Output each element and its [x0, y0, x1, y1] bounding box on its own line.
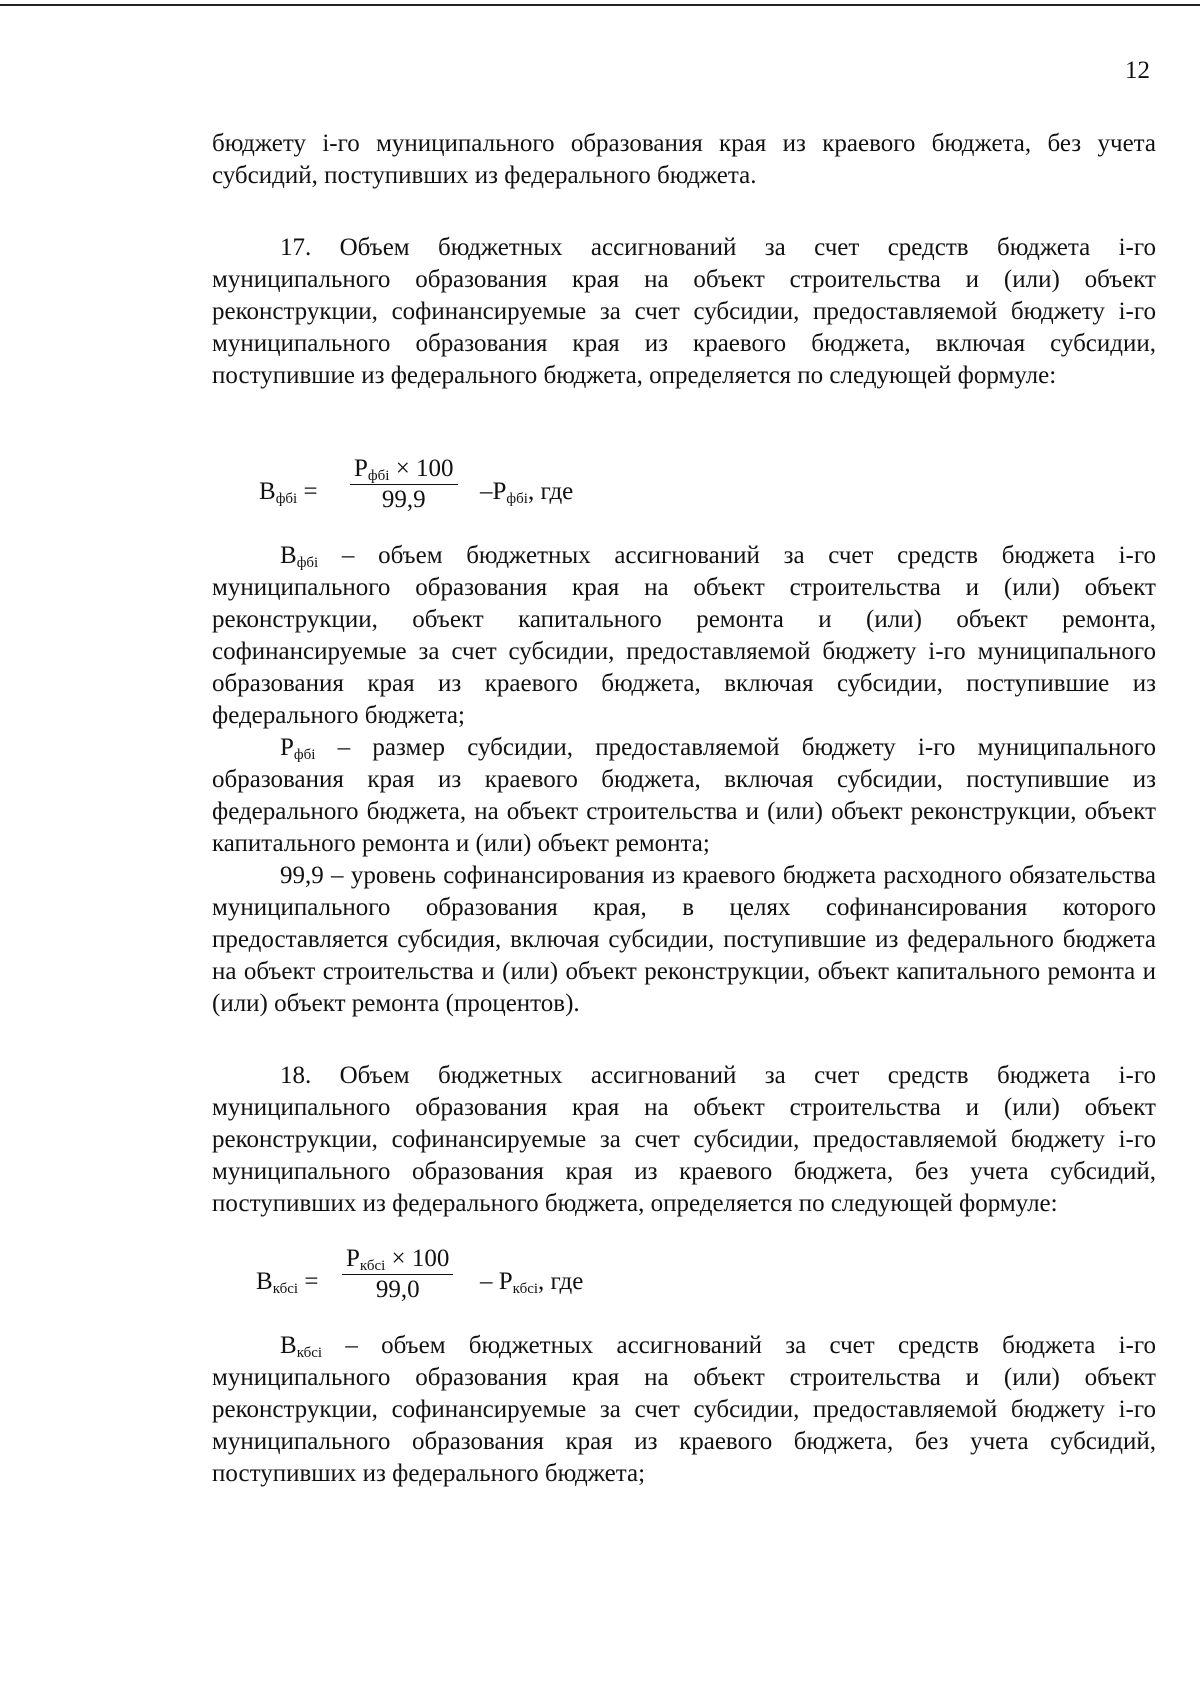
fraction-denominator: 99,9	[381, 486, 426, 514]
document-body	[212, 128, 1156, 1490]
formula-v-kbs	[212, 1244, 1156, 1314]
definition-p-fb: $Р_{фбi}$ – размер субсидии, предоставляемой бюджету i-го муниципального образования края из краевого бюджета, включая субсидии, поступившие из федерального бюджета, на объект строительства и (или) объект реконструкции, объект капитального ремонта и (или) объект ремонта;	[212, 734, 1156, 857]
paragraph-17: 17. Объем бюджетных ассигнований за счет средств бюджета i-го муниципального образования края на объект строительства и (или) объект реконструкции, софинансируемые за счет субсидии, предоставляемой бюджету i-го муниципального образования края из краевого бюджета, включая субсидии, поступившие из федерального бюджета, определяется по следующей формуле:	[212, 234, 1156, 389]
definition-99-9: 99,9 – уровень софинансирования из краевого бюджета расходного обязательства муниципального образования края, в целях софинансирования которого предоставляется субсидия, включая субсидии, поступившие из федерального бюджета на объект строительства и (или) объект реконструкции, объект капитального ремонта и (или) объект ремонта (процентов).	[212, 862, 1156, 1017]
fraction-denominator: 99,0	[375, 1276, 420, 1304]
fraction-numerator: $Р_{кбсi} \times 100$	[346, 1245, 450, 1274]
formula-v-fb	[212, 454, 1156, 524]
formula-lhs: $В_{фбi}$ =	[259, 478, 318, 507]
formula-fraction	[342, 1244, 453, 1305]
page-number: 12	[1125, 57, 1150, 84]
definition-v-kbs: $В_{кбсi}$ – объем бюджетных ассигнований за счет средств бюджета i-го муниципального образования края на объект строительства и (или) объект реконструкции, софинансируемые за счет субсидии, предоставляемой бюджету i-го муниципального образования края из краевого бюджета, без учета субсидий, поступивших из федерального бюджета;	[212, 1332, 1156, 1487]
paragraph-18: 18. Объем бюджетных ассигнований за счет средств бюджета i-го муниципального образования края на объект строительства и (или) объект реконструкции, софинансируемые за счет субсидии, предоставляемой бюджету i-го муниципального образования края из краевого бюджета, без учета субсидий, поступивших из федерального бюджета, определяется по следующей формуле:	[212, 1062, 1156, 1217]
top-border-line	[0, 4, 1200, 6]
definition-v-fb: $В_{фбi}$ – объем бюджетных ассигнований за счет средств бюджета i-го муниципального образования края на объект строительства и (или) объект реконструкции, объект капитального ремонта и (или) объект ремонта, софинансируемые за счет субсидии, предоставляемой бюджету i-го муниципального образования края из краевого бюджета, включая субсидии, поступившие из федерального бюджета;	[212, 542, 1156, 729]
formula-lhs: $В_{кбсi}$ =	[256, 1268, 319, 1297]
fraction-numerator: $Р_{фбi} \times 100$	[354, 455, 454, 484]
formula-rhs: $-Р_{фбi}$, где	[480, 478, 574, 507]
paragraph-continuation: бюджету i-го муниципального образования края из краевого бюджета, без учета субсидий, поступивших из федерального бюджета.	[212, 130, 1156, 189]
formula-rhs: – $Р_{кбсi}$, где	[480, 1268, 584, 1297]
formula-fraction	[350, 454, 458, 515]
